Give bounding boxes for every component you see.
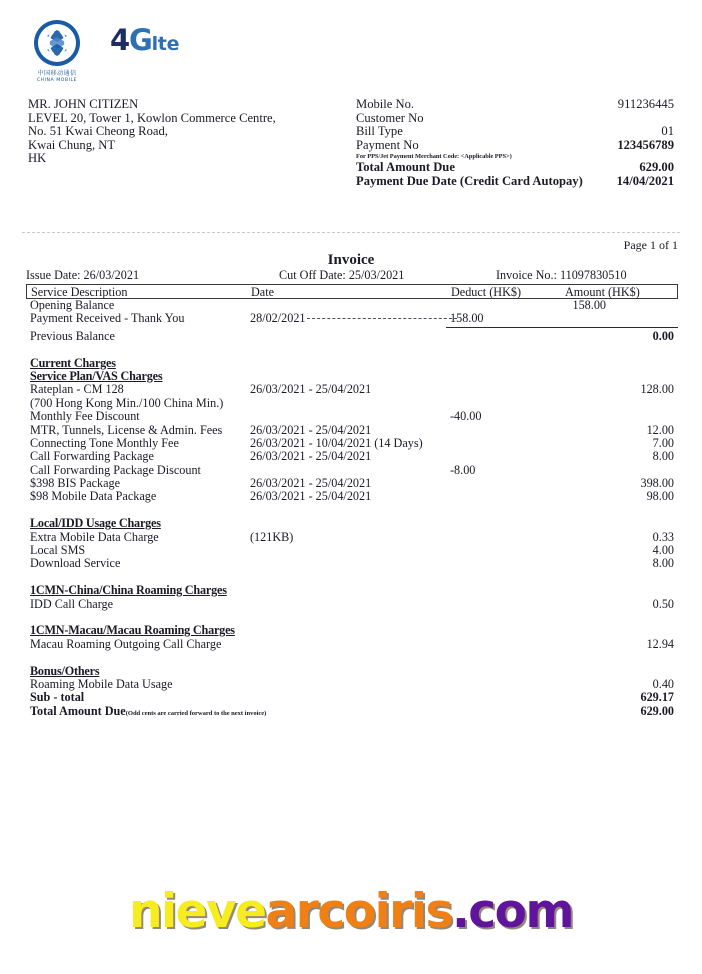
table-row: [26, 598, 678, 611]
value-payment-no: 123456789: [617, 137, 674, 152]
row-amount: 0.00: [652, 328, 674, 343]
table-row: [26, 531, 678, 544]
table-body: [26, 299, 678, 718]
invoice-number: Invoice No.: 11097830510: [496, 268, 627, 282]
account-row-bill-type: [356, 125, 674, 139]
watermark: [0, 884, 702, 939]
table-row: [26, 544, 678, 557]
row-amount: 128.00: [640, 382, 674, 397]
row-description: Rateplan - CM 128: [30, 382, 124, 397]
account-row-payment-no: [356, 139, 674, 153]
table-row: [26, 477, 678, 490]
table-row: [26, 410, 678, 423]
row-description: Roaming Mobile Data Usage: [30, 676, 173, 691]
row-description: Extra Mobile Data Charge: [30, 529, 159, 544]
row-description: Macau Roaming Outgoing Call Charge: [30, 636, 222, 651]
section-heading-label: 1CMN-China/China Roaming Charges: [30, 583, 227, 598]
watermark-part-1: nieve: [129, 884, 266, 939]
address-line-1: LEVEL 20, Tower 1, Kowlon Commerce Centre,: [28, 110, 276, 125]
label-bill-type: Bill Type: [356, 124, 403, 139]
customer-address-block: [28, 98, 276, 166]
section-heading-label: Local/IDD Usage Charges: [30, 516, 161, 531]
row-description: (700 Hong Kong Min./100 China Min.): [30, 395, 224, 410]
row-amount: 398.00: [640, 476, 674, 491]
table-row: [26, 557, 678, 570]
account-row-mobile-no: [356, 98, 674, 112]
section-heading-label: Current Charges: [30, 355, 116, 370]
row-amount: 12.94: [646, 636, 674, 651]
value-total-amount-due: 629.00: [639, 160, 674, 175]
account-summary-block: [356, 98, 674, 189]
row-amount: 0.40: [652, 676, 674, 691]
row-description: MTR, Tunnels, License & Admin. Fees: [30, 422, 223, 437]
row-amount: 7.00: [652, 435, 674, 450]
total-note: (Odd cents are carried forward to the next invoice): [125, 709, 267, 717]
watermark-part-2: arcoiris: [265, 884, 452, 939]
table-row: [26, 678, 678, 691]
subtotal-label: Sub - total: [30, 690, 85, 705]
china-mobile-logo: [28, 18, 86, 83]
row-description: Call Forwarding Package Discount: [30, 462, 201, 477]
subtotal-row: [26, 691, 678, 704]
col-header-amount: Amount (HK$): [565, 285, 640, 299]
section-heading-label: Bonus/Others: [30, 663, 100, 678]
row-amount: 0.50: [652, 596, 674, 611]
leader-dashes: [307, 318, 457, 319]
label-mobile-no: Mobile No.: [356, 97, 415, 111]
logo-4: 4: [110, 23, 129, 57]
brand-header: [28, 18, 179, 83]
row-description: Local SMS: [30, 543, 86, 558]
value-payment-due-date: 14/04/2021: [616, 173, 674, 188]
charges-table: [26, 284, 678, 718]
table-row: [26, 330, 678, 343]
row-amount: 98.00: [646, 489, 674, 504]
row-description: Previous Balance: [30, 328, 115, 343]
table-row: [26, 437, 678, 450]
row-description: Monthly Fee Discount: [30, 409, 140, 424]
row-date: 26/03/2021 - 10/04/2021 (14 Days): [250, 435, 423, 450]
table-row: [26, 464, 678, 477]
section-heading-label: Service Plan/VAS Charges: [30, 368, 163, 383]
section-heading-label: 1CMN-Macau/Macau Roaming Charges: [30, 623, 235, 638]
label-payment-due-date: Payment Due Date (Credit Card Autopay): [356, 173, 583, 188]
col-header-date: Date: [251, 285, 275, 299]
value-mobile-no: 911236445: [617, 97, 674, 111]
logo-label-en: CHINA MOBILE: [36, 77, 78, 83]
section-heading-current-charges: [26, 357, 678, 370]
row-date: 26/03/2021 - 25/04/2021: [250, 382, 372, 397]
row-amount: 0.33: [652, 529, 674, 544]
row-description: Download Service: [30, 556, 121, 571]
page-title: Invoice: [327, 252, 375, 268]
row-deduct: -8.00: [450, 462, 476, 477]
table-row: [26, 299, 678, 312]
row-deduct: -40.00: [450, 409, 482, 424]
total-amount: 629.00: [640, 703, 674, 718]
row-amount: 8.00: [652, 556, 674, 571]
table-row: [26, 312, 678, 325]
china-mobile-logo-icon: [32, 18, 82, 68]
page-indicator: Page 1 of 1: [623, 238, 678, 252]
table-row: [26, 490, 678, 503]
table-header-row: [26, 284, 678, 299]
section-heading-local-idd: [26, 517, 678, 530]
section-heading-macau-roaming: [26, 624, 678, 637]
section-divider: [22, 232, 680, 233]
row-description: $98 Mobile Data Package: [30, 489, 157, 504]
logo-lte: lte: [151, 33, 180, 55]
row-description: Payment Received - Thank You: [30, 311, 185, 326]
value-bill-type: 01: [661, 124, 674, 139]
row-date: 26/03/2021 - 25/04/2021: [250, 449, 372, 464]
address-line-3: Kwai Chung, NT: [28, 137, 116, 152]
deduct-total-rule: [446, 327, 678, 328]
customer-name: MR. JOHN CITIZEN: [28, 97, 139, 111]
section-heading-bonus-others: [26, 665, 678, 678]
row-amount: 158.00: [572, 298, 606, 312]
label-payment-no: Payment No: [356, 137, 419, 152]
subtotal-amount: 629.17: [640, 690, 674, 705]
row-description: Call Forwarding Package: [30, 449, 154, 464]
table-row: [26, 424, 678, 437]
table-row: [26, 383, 678, 396]
row-date: 26/03/2021 - 25/04/2021: [250, 489, 372, 504]
section-heading-china-roaming: [26, 584, 678, 597]
col-header-description: Service Description: [31, 285, 128, 299]
account-row-customer-no: [356, 112, 674, 126]
row-deduct: 158.00: [450, 311, 484, 326]
cut-off-date: Cut Off Date: 25/03/2021: [279, 268, 405, 282]
pps-merchant-note: For PPS/Jet Payment Merchant Code: <Applicable PPS>): [356, 153, 512, 161]
address-line-2: No. 51 Kwai Cheong Road,: [28, 124, 168, 139]
row-description: Opening Balance: [30, 298, 115, 312]
total-label-wrap: [30, 705, 266, 720]
total-label: Total Amount Due: [30, 703, 126, 718]
watermark-part-3: .com: [451, 884, 573, 939]
issue-date: Issue Date: 26/03/2021: [26, 268, 140, 282]
row-date: 26/03/2021 - 25/04/2021: [250, 476, 372, 491]
row-date: 28/02/2021: [250, 312, 457, 325]
section-heading-service-plan: [26, 370, 678, 383]
row-description: Connecting Tone Monthly Fee: [30, 435, 179, 450]
table-row: [26, 638, 678, 651]
row-description: $398 BIS Package: [30, 476, 121, 491]
account-row-total-due: [356, 161, 674, 175]
4g-lte-logo: [110, 23, 180, 57]
label-customer-no: Customer No: [356, 110, 424, 125]
row-description: IDD Call Charge: [30, 596, 114, 611]
logo-label-cn: 中国移动通信: [37, 70, 77, 77]
row-date: (121KB): [250, 529, 294, 544]
row-amount: 12.00: [646, 422, 674, 437]
row-amount: 8.00: [652, 449, 674, 464]
label-total-amount-due: Total Amount Due: [356, 160, 455, 175]
row-amount: 4.00: [652, 543, 674, 558]
row-date: 26/03/2021 - 25/04/2021: [250, 422, 372, 437]
account-row-due-date: [356, 175, 674, 189]
col-header-deduct: Deduct (HK$): [451, 285, 522, 299]
address-line-4: HK: [28, 151, 47, 166]
table-row: [26, 450, 678, 463]
total-row: [26, 705, 678, 718]
table-row: [26, 397, 678, 410]
logo-g: G: [128, 23, 152, 57]
